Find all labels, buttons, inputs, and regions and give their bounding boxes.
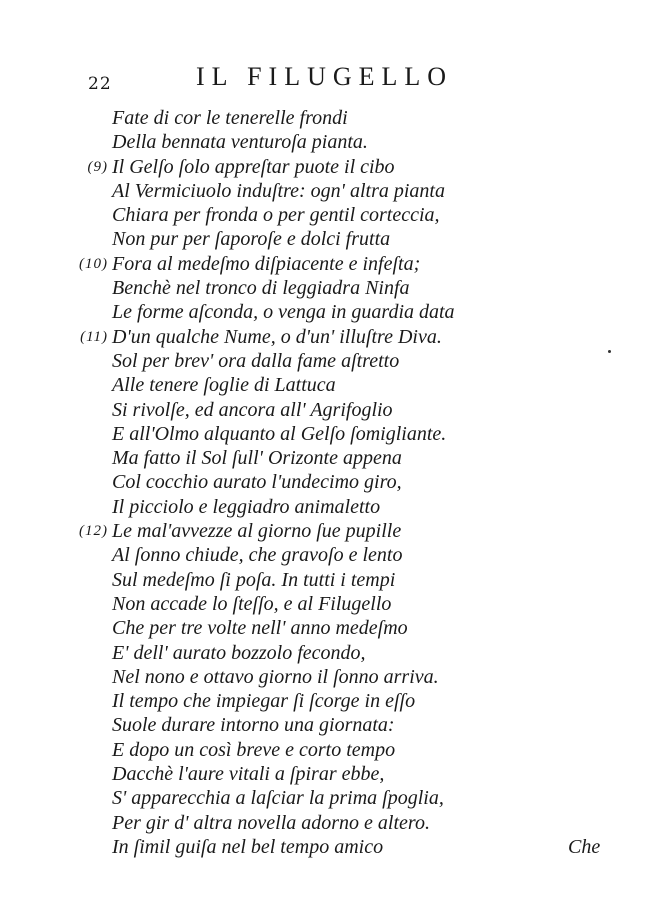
verse-line [87,155,592,179]
verse-line-text: Benchè nel tronco di leggiadra Ninfa [112,277,410,300]
verse-line [79,519,592,543]
verse-line-text: Le forme aſconda, o venga in guardia data [112,301,455,324]
verse-line-text: In ſimil guiſa nel bel tempo amico [112,835,384,858]
verse-line-text: Il Gelſo ſolo appreſtar puote il cibo [112,155,395,178]
verse-line-text: Per gir d' altra novella adorno e altero. [112,811,430,834]
verse-line [112,373,592,397]
verse-line-text: Non pur per ſaporoſe e dolci frutta [112,228,391,251]
verse-line-text: Il tempo che impiegar ſi ſcorge in eſſo [112,690,416,713]
verse-line [112,738,592,762]
verse-line [112,203,592,227]
verse-line [112,130,592,154]
verse-line-text: Il picciolo e leggiadro animaletto [112,495,381,518]
verse-line [112,446,592,470]
verse-line [112,568,592,592]
verse-line [112,422,592,446]
footnote-marker: (12) [79,523,108,540]
verse-line-text: Suole durare intorno una giornata: [112,714,395,737]
verse-line [112,349,592,373]
verse-line [112,665,592,689]
verse-line [112,470,592,494]
verse-line-text: E' dell' aurato bozzolo fecondo, [112,641,366,664]
verse-line-text: Nel nono e ottavo giorno il ſonno arriva. [112,665,439,688]
verse-line-text: Al Vermiciuolo induſtre: ogn' altra pianta [112,179,445,202]
verse-line-text: E all'Olmo alquanto al Gelſo ſomigliante. [112,422,447,445]
verse-line-text: E dopo un così breve e corto tempo [112,738,396,761]
verse-line [112,762,592,786]
verse-line [80,325,592,349]
verse-line-text: Sol per brev' ora dalla fame aſtretto [112,349,400,372]
verse-line [79,252,592,276]
verse-line-text: Ma fatto il Sol ſull' Orizonte appena [112,447,402,470]
verse-line-text: Fora al medeſmo diſpiacente e infeſta; [112,252,421,275]
verse-line [112,811,592,835]
verse-line [112,276,592,300]
verse-line-text: Fate di cor le tenerelle frondi [112,107,348,129]
verse-line-text: Alle tenere ſoglie di Lattuca [112,374,336,397]
verse-line-text: S' apparecchia a laſciar la prima ſpoglia, [112,787,444,810]
verse-line [112,179,592,203]
running-head: IL FILUGELLO [196,62,454,91]
footnote-marker: (11) [80,328,108,345]
verse-line-text: Chiara per fronda o per gentil corteccia, [112,204,440,227]
verse-line [112,786,592,810]
verse-line-text: D'un qualche Nume, o d'un' illuſtre Diva. [112,325,442,348]
verse-line [112,689,592,713]
verse-line-text: Che per tre volte nell' anno medeſmo [112,617,408,640]
verse-line-text: Col cocchio aurato l'undecimo giro, [112,471,402,494]
catchword: Che [568,836,601,858]
verse-line [112,543,592,567]
verse-line [112,495,592,519]
verse-line [112,641,592,665]
verse-line [112,713,592,737]
page-number: 22 [88,74,112,94]
verse-line-text: Della bennata venturoſa pianta. [112,131,368,154]
verse-line-text: Si rivolſe, ed ancora all' Agrifoglio [112,398,393,421]
verse-line-text: Le mal'avvezze al giorno ſue pupille [112,520,402,543]
verse-line-text: Al ſonno chiude, che gravoſo e lento [112,544,403,567]
verse-line [112,227,592,251]
verse-line [112,592,592,616]
verse-line [112,398,592,422]
verse-line-text: Sul medeſmo ſi poſa. In tutti i tempi [112,568,396,591]
verse-line [112,835,592,859]
footnote-marker: (10) [79,255,108,272]
verse-line [112,300,592,324]
footnote-marker: (9) [87,158,108,175]
verse-line [112,106,592,130]
verse-line-text: Dacchè l'aure vitali a ſpirar ebbe, [112,763,385,786]
verse-line [112,616,592,640]
verse-block [79,106,592,859]
ink-speck [608,350,611,353]
verse-line-text: Non accade lo ſteſſo, e al Filugello [112,592,392,615]
